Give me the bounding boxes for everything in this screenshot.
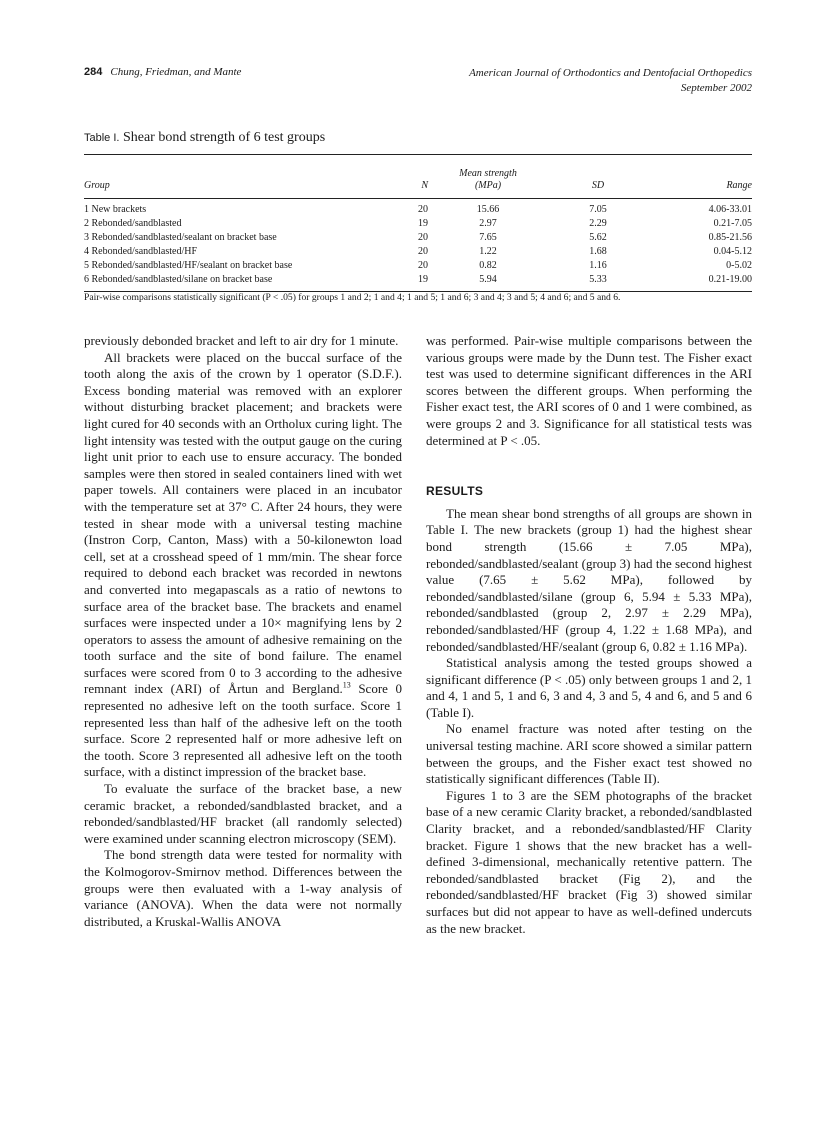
cell-sd: 5.33 [589,274,607,285]
paragraph [84,847,402,930]
cell-range: 4.06-33.01 [708,204,752,215]
col-header-mean [428,155,548,199]
cell-group: 3 Rebonded/sandblasted/sealant on bracket base [84,232,277,243]
table-body [84,199,752,292]
cell-range: 0.21-7.05 [713,218,752,229]
paragraph-continuation: Score 0 represented no adhesive left on the tooth surface. Score 1 represented less than half of the adhesive left on the tooth surface. Score 2 represented half or more adhesive left on the tooth. Score 3 represented all adhesive left on the tooth surface, with a distinct impression of the bracket base. [84,681,403,780]
cell-group: 1 New brackets [84,204,147,215]
cell-range: 0.21-19.00 [708,274,752,285]
issue-date: September 2002 [680,82,752,94]
col-header-n: N [421,180,428,191]
results-paragraph: The mean shear bond strengths of all groups are shown in Table I. The new brackets (group 1) had the highest shear bond strength (15.66 ± 7.05 MPa), rebonded/sandblasted/sealant (group 3) had the second highest value (7.65 ± 5.62 MPa), followed by rebonded/sandblasted/silane (group 6, 5.94 ± 5.33 MPa), rebonded/sandblasted (group 2, 2.97 ± 2.29 MPa), rebonded/sandblasted/HF (group 4, 1.22 ± 1.68 MPa), and rebonded/sandblasted/HF/sealant (group 6, 0.82 ± 1.16 MPa). [426,505,752,654]
cell-group: 6 Rebonded/sandblasted/silane on bracket base [84,274,273,285]
paragraph [84,333,402,350]
col-header-mean-line1: Mean strength [459,168,517,179]
cell-mean: 2.97 [479,218,497,229]
cell-n: 19 [418,218,428,229]
table-row [84,259,752,273]
table-title: Shear bond strength of 6 test groups [122,130,326,145]
table-caption [84,130,325,146]
running-head-left [84,66,241,78]
shear-bond-table [84,154,752,292]
cell-sd: 5.62 [589,232,607,243]
table-row [84,217,752,231]
cell-range: 0-5.02 [726,260,752,271]
left-column [84,333,402,930]
cell-n: 19 [418,274,428,285]
table-row [84,273,752,292]
table-row [84,231,752,245]
cell-n: 20 [418,260,428,271]
cell-sd: 1.16 [589,260,607,271]
cell-sd: 1.68 [589,246,607,257]
table-header-row [84,155,752,199]
results-paragraph: Statistical analysis among the tested groups showed a significant difference (P < .05) only between groups 1 and 2, 1 and 4, 1 and 5, 1 and 6, 3 and 4, 3 and 5, 4 and 6, and 5 and 6 (Table I). [426,655,752,720]
table-row [84,245,752,259]
table-footnote: Pair-wise comparisons statistically significant (P < .05) for groups 1 and 2; 1 and 4; 1 and 5; 1 and 6; 3 and 4; 3 and 5; 4 and 6; and 5 and 6. [84,292,621,303]
paragraph-text: To evaluate the surface of the bracket base, a new ceramic bracket, a rebonded/sandblasted bracket, and a rebonded/sandblasted/HF bracket (all randomly selected) were examined under scanning electron microscopy (SEM). [84,781,402,846]
cell-sd: 7.05 [589,204,607,215]
cell-n: 20 [418,232,428,243]
col-header-group: Group [84,180,110,191]
results-heading: RESULTS [426,484,484,499]
cell-n: 20 [418,246,428,257]
results-section [426,506,752,937]
table-row [84,199,752,218]
results-paragraph: Figures 1 to 3 are the SEM photographs of the bracket base of a new ceramic Clarity bracket, a rebonded/sandblasted Clarity bracket, and a rebonded/sandblasted/HF Clarity bracket. Figure 1 shows that the new bracket has a well-defined 3-dimensional, mechanically retentive pattern. The rebonded/sandblasted bracket (Fig 2), and the rebonded/sandblasted/HF bracket (Fig 3) showed similar surfaces but did not appear to have as well-defined undercuts as the new bracket. [426,787,752,936]
paragraph-text: The bond strength data were tested for normality with the Kolmogorov-Smirnov method. Differences between the groups were then evaluated with a 1-way analysis of variance (ANOVA). When the data were not normally distributed, a Kruskal-Wallis ANOVA [84,847,402,929]
paragraph-text: previously debonded bracket and left to air dry for 1 minute. [84,333,399,348]
cell-range: 0.85-21.56 [708,232,752,243]
cell-mean: 7.65 [479,232,497,243]
cell-group: 5 Rebonded/sandblasted/HF/sealant on bracket base [84,260,293,271]
col-header-mean-line2: (MPa) [474,180,502,191]
running-head-right [469,66,752,96]
cell-mean: 5.94 [479,274,497,285]
col-header-range: Range [726,180,752,191]
cell-sd: 2.29 [589,218,607,229]
cell-range: 0.04-5.12 [713,246,752,257]
cell-mean: 0.82 [479,260,497,271]
col-header-sd: SD [591,180,605,191]
cell-n: 20 [418,204,428,215]
cell-mean: 1.22 [479,246,497,257]
page-number: 284 [84,66,103,78]
reference-superscript: 13 [342,681,351,691]
author-list: Chung, Friedman, and Mante [110,66,242,78]
methods-continuation: was performed. Pair-wise multiple comparisons between the various groups were made by the Dunn test. The Fisher exact test was used to determine significant differences in the ARI scores between the different groups. When performing the Fisher exact test, the ARI scores of 0 and 1 were combined, as were groups 2 and 3. Significance for all statistical tests was determined at P < .05. [426,333,752,448]
running-head [84,66,752,100]
cell-group: 2 Rebonded/sandblasted [84,218,182,229]
paragraph [84,781,402,847]
cell-group: 4 Rebonded/sandblasted/HF [84,246,198,257]
right-column [426,333,752,937]
paragraph-text: All brackets were placed on the buccal surface of the tooth along the axis of the crown by 1 operator (S.D.F.). Excess bonding material was removed with an explorer without disturbing bracket placement; and brackets were light cured for 40 seconds with an Ortholux curing light. The light intensity was tested with the output gauge on the curing light unit prior to each use to ensure accuracy. The bonded samples were then stored in sealed containers lined with wet paper towels. All containers were placed in an incubator with the temperature set at 37° C. After 24 hours, they were tested in shear mode with a universal testing machine (Instron Corp, Canton, Mass) with a 50-kilonewton load cell, set at a crosshead speed of 1 mm/min. The shear force required to debond each bracket was recorded in newtons and converted into megapascals as a ratio of newtons to surface area of the bracket base. The brackets and enamel surfaces were inspected under a 10× magnifying lens by 2 operators to assess the amount of adhesive remaining on the tooth surface and the site of bond failure. The enamel surfaces were scored from 0 to 3 according to the adhesive remnant index (ARI) of Årtun and Bergland. [84,349,402,697]
table-label: Table I. [84,132,120,144]
paragraph [84,350,402,781]
cell-mean: 15.66 [476,204,500,215]
results-paragraph: No enamel fracture was noted after testing on the universal testing machine. ARI score showed a similar pattern between the groups, and the Fisher exact test showed no statistically significant differences (Table II). [426,721,752,787]
journal-title: American Journal of Orthodontics and Dentofacial Orthopedics [469,67,752,79]
